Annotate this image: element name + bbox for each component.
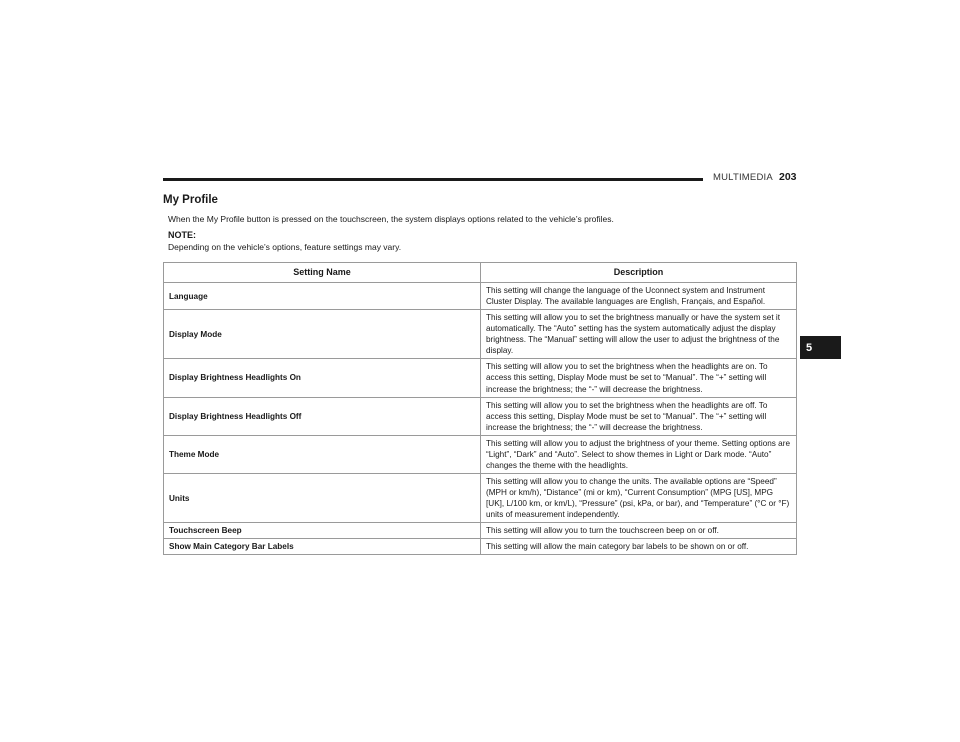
note-text: Depending on the vehicle’s options, feature settings may vary. (168, 242, 402, 252)
header-section-label: MULTIMEDIA (713, 172, 773, 183)
intro-paragraph: When the My Profile button is pressed on the touchscreen, the system displays options related to the vehicle’s profiles. (168, 214, 614, 224)
setting-name: Language (164, 283, 481, 310)
note-label: NOTE: (168, 230, 196, 240)
header-rule (163, 178, 703, 181)
table-row (164, 435, 797, 473)
table-row (164, 523, 797, 539)
section-title: My Profile (163, 194, 218, 206)
setting-description: This setting will allow you to set the brightness when the headlights are on. To access this setting, Display Mode must be set to “Manual”. The “+” setting will increase the brightness; the “-” will decrease the brightness. (481, 359, 797, 397)
table-row (164, 283, 797, 310)
setting-description: This setting will allow you to set the brightness manually or have the system set it automatically. The “Auto” setting has the system automatically adjust the display brightness. The “Manual” setting will allow the user to adjust the brightness of the display. (481, 310, 797, 359)
setting-name: Display Brightness Headlights Off (164, 397, 481, 435)
setting-name: Show Main Category Bar Labels (164, 539, 481, 555)
setting-name: Touchscreen Beep (164, 523, 481, 539)
table-row (164, 310, 797, 359)
chapter-tab: 5 (800, 336, 841, 359)
setting-name: Units (164, 473, 481, 522)
setting-description: This setting will allow you to turn the touchscreen beep on or off. (481, 523, 797, 539)
column-header-description: Description (481, 263, 797, 283)
setting-description: This setting will allow you to adjust the brightness of your theme. Setting options are “Light”, “Dark” and “Auto”. Select to show themes in Light or Dark mode. “Auto” changes the theme with the headlights. (481, 435, 797, 473)
table-row (164, 539, 797, 555)
settings-table (163, 262, 797, 555)
setting-description: This setting will allow you to set the brightness when the headlights are off. To access this setting, Display Mode must be set to “Manual”. The “+” setting will increase the brightness; the “-” will decrease the brightness. (481, 397, 797, 435)
column-header-setting-name: Setting Name (164, 263, 481, 283)
table-row (164, 473, 797, 522)
setting-name: Display Mode (164, 310, 481, 359)
table-row (164, 359, 797, 397)
setting-description: This setting will allow the main category bar labels to be shown on or off. (481, 539, 797, 555)
table-row (164, 397, 797, 435)
setting-name: Display Brightness Headlights On (164, 359, 481, 397)
setting-name: Theme Mode (164, 435, 481, 473)
page-number: 203 (779, 171, 797, 183)
table-header-row (164, 263, 797, 283)
setting-description: This setting will change the language of the Uconnect system and Instrument Cluster Display. The available languages are English, Français, and Español. (481, 283, 797, 310)
setting-description: This setting will allow you to change the units. The available options are “Speed” (MPH or km/h), “Distance” (mi or km), “Current Consumption” (MPG [US], MPG [UK], L/100 km, or km/L), “Pressure” (psi, kPa, or bar), and “Temperature” (°C or °F) units of measurement independently. (481, 473, 797, 522)
